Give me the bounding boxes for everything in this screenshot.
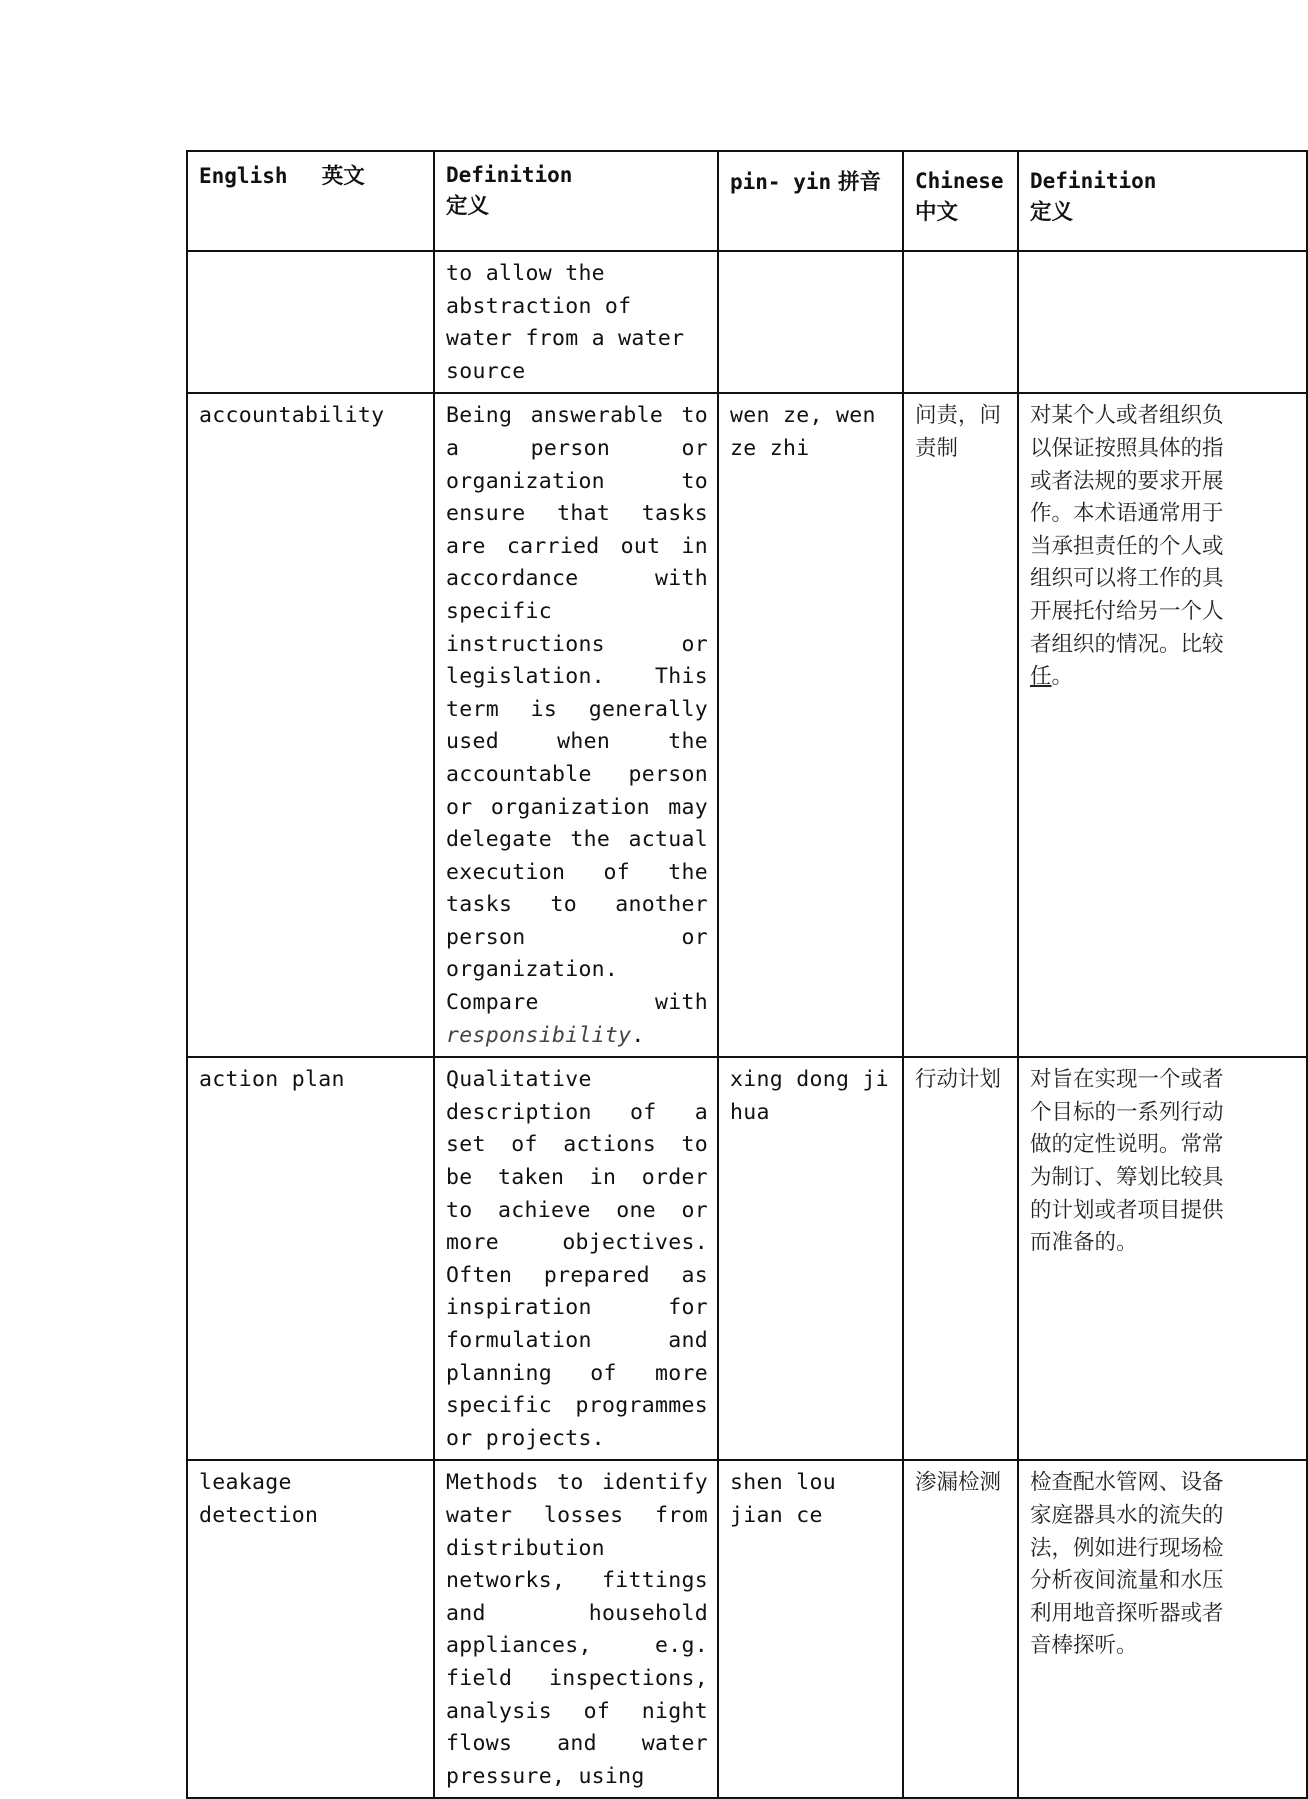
header-english-zh: 英文 xyxy=(321,164,365,189)
definition-zh-line: 组织可以将工作的具 xyxy=(1030,566,1224,592)
cell-definition-zh xyxy=(1018,1057,1307,1460)
cell-definition-zh xyxy=(1018,393,1307,1057)
definition-zh-line: 家庭器具水的流失的 xyxy=(1030,1502,1224,1528)
header-definition-en-zh: 定义 xyxy=(446,194,490,219)
definition-en-text: Being answerable to a person or organization to ensure that tasks are carried out in accordance with specific instructions or legislation. This term is generally used when the accountable person or organization may delegate the actual execution of the tasks to another person or organization. Compare with xyxy=(446,403,708,1016)
header-pinyin-en: pin- yin xyxy=(730,170,832,194)
definition-zh-line: 或者法规的要求开展 xyxy=(1030,468,1224,494)
definition-zh-line: 而准备的。 xyxy=(1030,1230,1138,1256)
header-definition-zh xyxy=(1018,151,1307,251)
header-definition-en xyxy=(434,151,718,251)
header-english-en: English xyxy=(199,164,288,188)
definition-zh-line: 对某个人或者组织负 xyxy=(1030,403,1224,429)
definition-zh-line: 的计划或者项目提供 xyxy=(1030,1197,1224,1223)
cell-definition-zh xyxy=(1018,251,1307,393)
definition-zh-line: 对旨在实现一个或者 xyxy=(1030,1067,1224,1093)
definition-en-suffix: . xyxy=(631,1022,645,1048)
cell-pinyin: xing dong ji hua xyxy=(718,1057,903,1460)
definition-zh-line: 者组织的情况。比较 xyxy=(1030,631,1224,657)
glossary-table xyxy=(186,150,1308,1799)
table-row xyxy=(187,1057,1307,1460)
definition-zh-line: 作。本术语通常用于 xyxy=(1030,501,1224,527)
definition-zh-line: 做的定性说明。常常 xyxy=(1030,1132,1224,1158)
table-row xyxy=(187,251,1307,393)
header-pinyin-zh: 拼音 xyxy=(838,170,882,195)
cell-definition-zh xyxy=(1018,1460,1307,1798)
cell-chinese xyxy=(903,251,1018,393)
table-header-row xyxy=(187,151,1307,251)
cell-pinyin xyxy=(718,251,903,393)
header-definition-en-label: Definition xyxy=(446,163,573,187)
cell-chinese: 问责，问责制 xyxy=(903,393,1018,1057)
cell-definition-en: Qualitative description of a set of actions to be taken in order to achieve one or more objectives. Often prepared as inspiration for formulation and planning of more specific programmes or projects. xyxy=(434,1057,718,1460)
definition-zh-line: 分析夜间流量和水压 xyxy=(1030,1568,1224,1594)
cell-definition-en: to allow the abstraction of water from a water source xyxy=(434,251,718,393)
cell-pinyin: shen lou jian ce xyxy=(718,1460,903,1798)
cell-definition-en xyxy=(434,393,718,1057)
cell-english: accountability xyxy=(187,393,434,1057)
definition-zh-line: 利用地音探听器或者 xyxy=(1030,1600,1224,1626)
definition-zh-suffix: 。 xyxy=(1051,664,1074,690)
header-pinyin xyxy=(718,151,903,251)
cell-chinese: 行动计划 xyxy=(903,1057,1018,1460)
definition-zh-line: 为制订、筹划比较具 xyxy=(1030,1165,1224,1191)
header-english xyxy=(187,151,434,251)
definition-zh-line: 检查配水管网、设备 xyxy=(1030,1470,1224,1496)
table-row xyxy=(187,393,1307,1057)
table-row xyxy=(187,1460,1307,1798)
cell-definition-en: Methods to identify water losses from distribution networks, fittings and household appliances, e.g. field inspections, analysis of night flows and water pressure, using xyxy=(434,1460,718,1798)
definition-zh-line: 个目标的一系列行动 xyxy=(1030,1099,1224,1125)
header-definition-zh-en: Definition xyxy=(1030,169,1157,193)
cell-english: action plan xyxy=(187,1057,434,1460)
definition-zh-line: 以保证按照具体的指 xyxy=(1030,435,1224,461)
definition-zh-ref-line xyxy=(1030,661,1297,694)
cell-english: leakage detection xyxy=(187,1460,434,1798)
cell-chinese: 渗漏检测 xyxy=(903,1460,1018,1798)
header-definition-zh-label: 定义 xyxy=(1030,200,1074,225)
cross-reference-link[interactable]: responsibility xyxy=(446,1022,632,1048)
cell-english xyxy=(187,251,434,393)
definition-zh-line: 音棒探听。 xyxy=(1030,1633,1138,1659)
cell-pinyin: wen ze, wen ze zhi xyxy=(718,393,903,1057)
cross-reference-link-zh[interactable]: 任 xyxy=(1030,664,1052,690)
definition-zh-line: 法，例如进行现场检 xyxy=(1030,1535,1224,1561)
header-chinese xyxy=(903,151,1018,251)
header-chinese-zh: 中文 xyxy=(915,200,959,225)
definition-zh-line: 当承担责任的个人或 xyxy=(1030,533,1224,559)
definition-zh-line: 开展托付给另一个人 xyxy=(1030,598,1224,624)
header-chinese-en: Chinese xyxy=(915,169,1004,193)
